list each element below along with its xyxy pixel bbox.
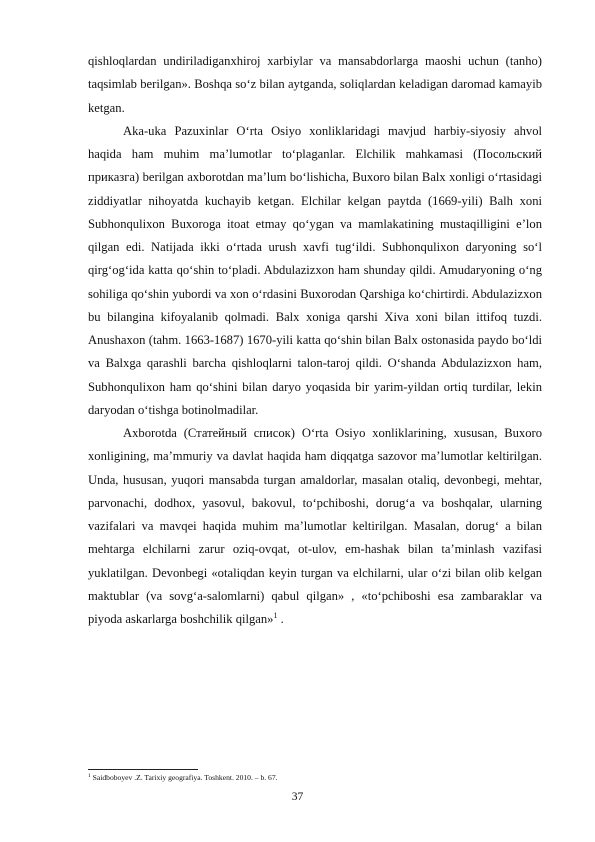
footnote-divider [88, 769, 198, 770]
body-text [88, 50, 542, 631]
paragraph-1: qishloqlardan undiriladiganxhiroj xarbiylar va mansabdorlarga maoshi uchun (tanho) taqsimlab berilgan». Boshqa so‘z bilan aytganda, soliqlardan keladigan daromad kamayib ketgan. [88, 54, 542, 115]
page-number: 37 [291, 791, 304, 803]
footnote [88, 773, 542, 783]
paragraph-3-text: Axborotda (Статейный список) O‘rta Osiyo xonliklarining, xususan, Buxoro xonligining, ma’mmuriy va davlat haqida ham diqqatga sazovor ma’lumotlar keltirilgan. Unda, hususan, yuqori mansabda turgan amaldorlar, masalan otaliq, devonbegi, mehtar, parvonachi, dodhox, yasovul, bakovul, to‘pchiboshi, dorug‘a va boshqalar, ularning vazifalari va mavqei haqida muhim ma’lumotlar keltirilgan. Masalan, dorug‘ a bilan mehtarga elchilarni zarur oziq-ovqat, ot-ulov, em-hashak bilan ta’minlash vazifasi yuklatilgan. Devonbegi «otaliqdan keyin turgan va elchilarni, ular o‘zi bilan olib kelgan maktublar (va sovg‘a-salomlarni) qabul qilgan» , «to‘pchiboshi esa zambaraklar va piyoda askarlarga boshchilik qilgan» [88, 426, 542, 626]
paragraph-3 [88, 422, 542, 631]
paragraph-2: Aka-uka Pazuxinlar O‘rta Osiyo xonliklaridagi mavjud harbiy-siyosiy ahvol haqida ham muhim ma’lumotlar to‘plaganlar. Elchilik mahkamasi (Посольский приказга) berilgan axborotdan ma’lum bo‘lishicha, Buxoro bilan Balx xonligi o‘rtasidagi ziddiyatlar nihoyatda kuchayib ketgan. Elchilar kelgan paytda (1669-yili) Balh xoni Subhonqulixon Buxoroga itoat etmay qo‘ygan va mamlakatining mustaqilligini e’lon qilgan edi. Natijada ikki o‘rtada urush xavfi tug‘ildi. Subhonqulixon daryoning so‘l qirg‘og‘ida katta qo‘shin to‘pladi. Abdulazizxon ham shunday qildi. Amudaryoning o‘ng sohiliga qo‘shin yubordi va xon o‘rdasini Buxorodan Qarshiga ko‘chirtirdi. Abdulazizxon bu bilangina kifoyalanib qolmadi. Balx xoniga qarshi Xiva xoni bilan ittifoq tuzdi. Anushaxon (tahm. 1663-1687) 1670-yili katta qo‘shin bilan Balx ostonasida paydo bo‘ldi va Balxga qarashli barcha qishloqlarni talon-taroj qildi. O‘shanda Abdulazizxon ham, Subhonqulixon ham qo‘shini bilan daryo yoqasida bir yarim-yildan ortiq turdilar, lekin daryodan o‘tishga botinolmadilar. [88, 123, 542, 417]
paragraph-3-tail: . [277, 612, 284, 626]
footnote-text: Saidboboyev .Z. Tarixiy geografiya. Toshkent. 2010. – b. 67. [90, 773, 278, 782]
footnote-marker: 1 [88, 773, 91, 779]
footnote-reference[interactable]: 1 [273, 611, 278, 620]
